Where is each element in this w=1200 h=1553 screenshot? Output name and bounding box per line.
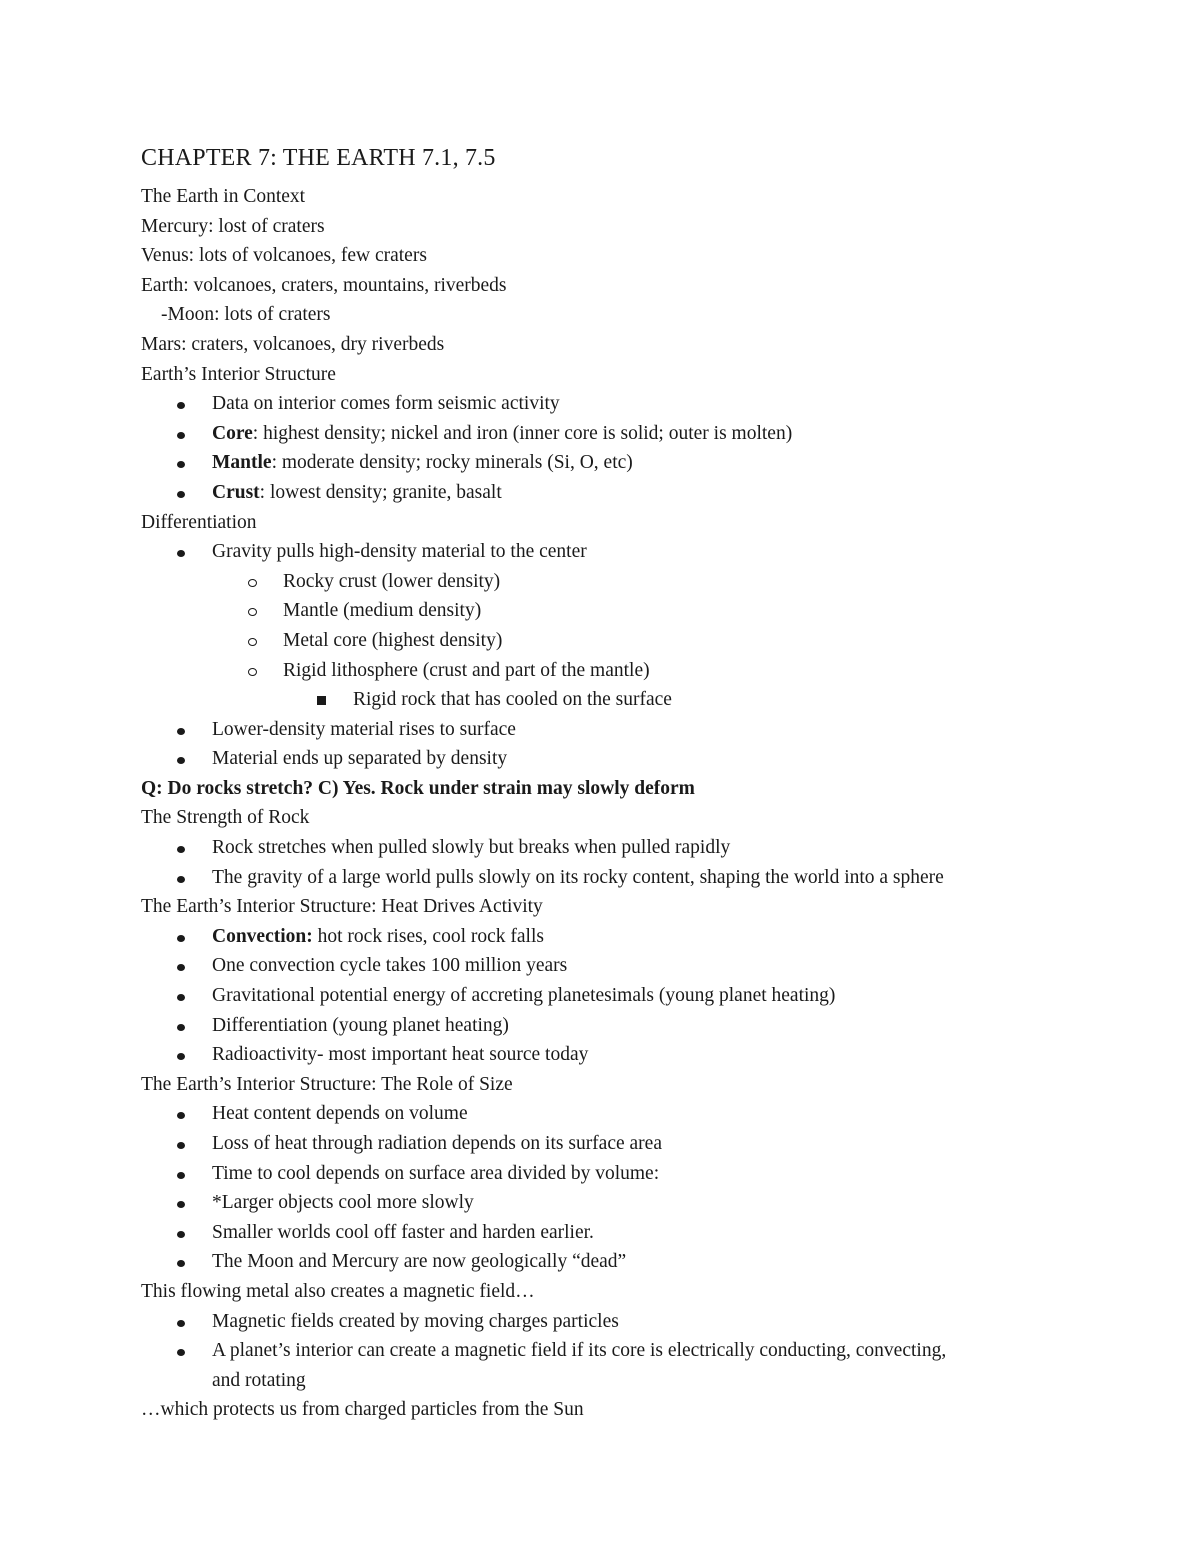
bullet-icon [177, 448, 185, 478]
sub-list-item: Rigid lithosphere (crust and part of the mantle) [141, 656, 1061, 686]
section-heading: The Earth’s Interior Structure: Heat Drives Activity [141, 896, 543, 918]
bullet-icon [177, 1188, 185, 1218]
list-item: Material ends up separated by density [141, 744, 1061, 774]
bullet-icon [177, 1336, 185, 1366]
section-heading: The Earth’s Interior Structure: The Role of Size [141, 1073, 513, 1095]
sub-list-item: Metal core (highest density) [141, 626, 1061, 656]
list-item: Heat content depends on volume [141, 1099, 1061, 1129]
bullet-icon [177, 1307, 185, 1337]
bullet-icon [177, 715, 185, 745]
text-line: Mercury: lost of craters [141, 215, 325, 237]
list-item: Lower-density material rises to surface [141, 715, 1061, 745]
circle-bullet-icon [248, 656, 257, 686]
list-item: A planet’s interior can create a magnetic field if its core is electrically conducting, convecting, [141, 1336, 1061, 1366]
bullet-icon [177, 1040, 185, 1070]
circle-bullet-icon [248, 567, 257, 597]
list-item: The gravity of a large world pulls slowly on its rocky content, shaping the world into a sphere [141, 863, 1061, 893]
list-item: Gravitational potential energy of accreting planetesimals (young planet heating) [141, 981, 1061, 1011]
bullet-icon [177, 389, 185, 419]
text-line: Mars: craters, volcanoes, dry riverbeds [141, 333, 445, 355]
list-item: Differentiation (young planet heating) [141, 1011, 1061, 1041]
list-item: Crust: lowest density; granite, basalt [141, 478, 1061, 508]
list-item: Loss of heat through radiation depends on its surface area [141, 1129, 1061, 1159]
bullet-icon [177, 1011, 185, 1041]
list-item: Time to cool depends on surface area divided by volume: [141, 1159, 1061, 1189]
section-heading: This flowing metal also creates a magnetic field… [141, 1280, 535, 1302]
bullet-icon [177, 478, 185, 508]
bullet-icon [177, 537, 185, 567]
section-heading: The Earth in Context [141, 186, 306, 207]
bullet-icon [177, 1099, 185, 1129]
page-title: CHAPTER 7: THE EARTH 7.1, 7.5 [141, 145, 496, 171]
sub-sub-list-item: Rigid rock that has cooled on the surface [141, 685, 1061, 715]
bullet-icon [177, 1159, 185, 1189]
bullet-icon [177, 1129, 185, 1159]
sub-list-item: Rocky crust (lower density) [141, 567, 1061, 597]
section-heading: Earth’s Interior Structure [141, 363, 336, 385]
section-heading: Differentiation [141, 511, 257, 533]
list-item: Magnetic fields created by moving charges particles [141, 1307, 1061, 1337]
bullet-icon [177, 1218, 185, 1248]
square-bullet-icon [317, 685, 326, 715]
list-item: Gravity pulls high-density material to the center [141, 537, 1061, 567]
bullet-icon [177, 863, 185, 893]
circle-bullet-icon [248, 596, 257, 626]
text-line: Venus: lots of volcanoes, few craters [141, 245, 427, 267]
bullet-icon [177, 833, 185, 863]
bullet-icon [177, 981, 185, 1011]
list-item: Radioactivity- most important heat source today [141, 1040, 1061, 1070]
term: Convection: [212, 925, 313, 947]
bullet-icon [177, 922, 185, 952]
list-item: One convection cycle takes 100 million years [141, 951, 1061, 981]
list-item: The Moon and Mercury are now geologically “dead” [141, 1247, 1061, 1277]
bullet-icon [177, 744, 185, 774]
text-line: -Moon: lots of craters [161, 304, 331, 326]
term: Core [212, 422, 253, 444]
list-item: Mantle: moderate density; rocky minerals (Si, O, etc) [141, 448, 1061, 478]
bullet-icon [177, 1247, 185, 1277]
list-item: Rock stretches when pulled slowly but breaks when pulled rapidly [141, 833, 1061, 863]
list-item: *Larger objects cool more slowly [141, 1188, 1061, 1218]
term: Crust [212, 481, 260, 503]
sub-list-item: Mantle (medium density) [141, 596, 1061, 626]
list-item: Core: highest density; nickel and iron (inner core is solid; outer is molten) [141, 419, 1061, 449]
circle-bullet-icon [248, 626, 257, 656]
list-item: Smaller worlds cool off faster and harden earlier. [141, 1218, 1061, 1248]
list-item-continuation: and rotating [212, 1369, 306, 1391]
bullet-icon [177, 419, 185, 449]
text-line: Earth: volcanoes, craters, mountains, riverbeds [141, 274, 507, 296]
notes-body [141, 140, 1061, 1425]
term: Mantle [212, 452, 272, 474]
list-item: Convection: hot rock rises, cool rock falls [141, 922, 1061, 952]
closing-line: …which protects us from charged particles from the Sun [141, 1399, 584, 1421]
list-item: Data on interior comes form seismic activity [141, 389, 1061, 419]
question-line: Q: Do rocks stretch? C) Yes. Rock under strain may slowly deform [141, 777, 695, 799]
section-heading: The Strength of Rock [141, 807, 310, 829]
bullet-icon [177, 951, 185, 981]
